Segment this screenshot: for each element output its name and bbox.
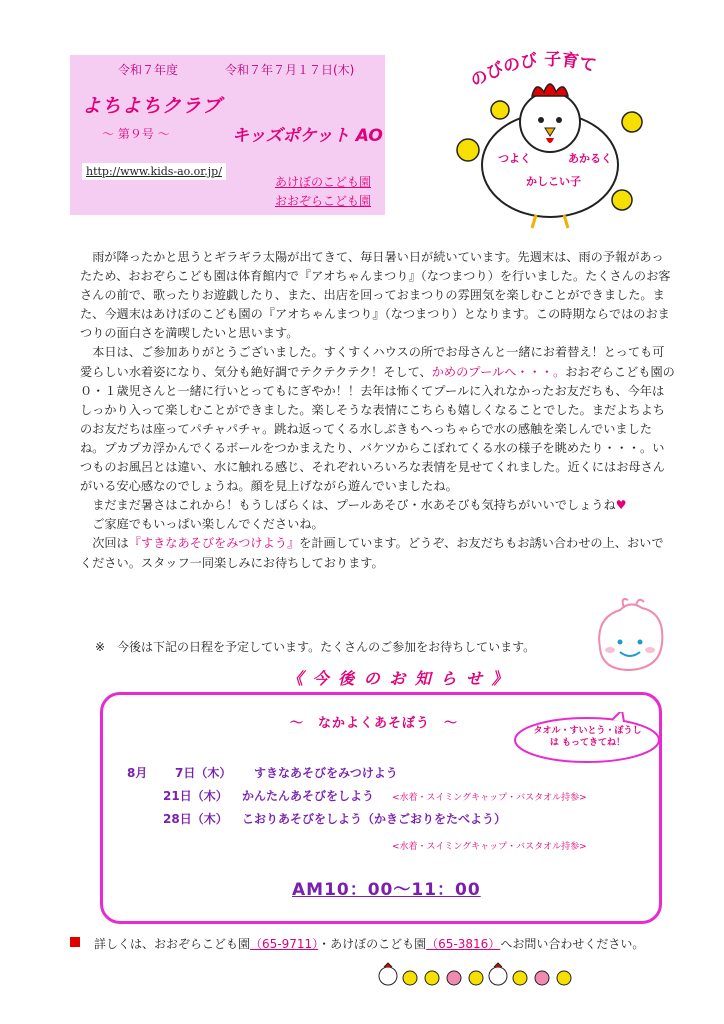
school-link-oozora[interactable]: おおぞらこども園 bbox=[275, 194, 372, 208]
paragraph-next: 次回は『すきなあそびをみつけよう』を計画しています。どうぞ、お友だちもお誘い合わせの上、おいでください。スタッフ一同楽しみにお待ちしております。 bbox=[80, 536, 664, 570]
event-items-note: <水着・スイミングキャップ・バスタオル持参> bbox=[392, 793, 587, 803]
slogan-arc-text: のびのび 子育て bbox=[467, 50, 599, 92]
phone-oozora[interactable]: （65-9711） bbox=[250, 937, 319, 951]
schedule-note: ※ 今後は下記の日程を予定しています。たくさんのご参加をお待ちしています。 bbox=[95, 640, 536, 654]
event-items-note: <水着・スイミングキャップ・バスタオル持参> bbox=[392, 842, 587, 852]
club-title: よちよちクラブ bbox=[82, 95, 223, 117]
slogan-word-bright: あかるく bbox=[568, 152, 612, 165]
chicken-comb bbox=[532, 84, 568, 96]
school-link-akebono[interactable]: あけぼのこども園 bbox=[275, 175, 372, 189]
event-title: こおりあそびをしよう（かきごおりをたべよう） bbox=[242, 812, 507, 826]
phone-akebono[interactable]: （65-3816） bbox=[426, 937, 501, 951]
pool-highlight: かめのプールへ・・・。 bbox=[431, 364, 566, 379]
event-date: 21日（木） bbox=[163, 789, 228, 803]
brand-name: キッズポケット AO bbox=[232, 126, 383, 146]
chicken-mascot-illustration bbox=[440, 50, 660, 230]
chick-left bbox=[457, 139, 479, 161]
chick-right-bottom bbox=[612, 190, 632, 210]
paragraph-festival: 雨が降ったかと思うとギラギラ太陽が出てきて、毎日暑い日が続いています。先週末は、雨の予報があったため、おおぞらこども園は体育館内で『アオちゃんまつり』（なつまつり）を行いました。たくさんのお客さんの前で、歌ったりお遊戯したり、また、出店を回っておまつりの雰囲気を楽しむことができました。また、今週末はあけぼのこども園の『アオちゃんまつり』（なつまつり）となります。この時期ならではのおまつりの面白さを満喫したいと思います。 bbox=[80, 250, 671, 341]
issue-date: 令和７年７月１７日(木) bbox=[225, 63, 355, 77]
slogan-word-strong: つよく bbox=[498, 152, 531, 165]
contact-line: 詳しくは、おおぞらこども園（65-9711）・あけぼのこども園（65-3816）へお問い合わせください。 bbox=[94, 937, 645, 951]
next-event-highlight: 『すきなあそびをみつけよう』 bbox=[128, 536, 300, 551]
chick-right-top bbox=[622, 112, 642, 132]
square-bullet-icon bbox=[70, 937, 80, 947]
smiling-face-icon bbox=[590, 598, 670, 678]
event-time: AM10：00～11：00 bbox=[292, 880, 481, 900]
issue-number: ～ 第９号 ～ bbox=[102, 127, 170, 141]
header-box bbox=[70, 55, 385, 215]
event-date: 7日（木） bbox=[175, 766, 232, 780]
notice-title: 《 今 後 の お 知 ら せ 》 bbox=[287, 669, 510, 688]
notice-subtitle: ～ なかよくあそぼう ～ bbox=[290, 716, 459, 731]
fiscal-year: 令和７年度 bbox=[118, 63, 179, 77]
paragraph-pool: 本日は、ご参加ありがとうございました。すくすくハウスの所でお母さんと一緒にお着替え！とっても可愛らしい水着姿になり、気分も絶好調でテクテクテク！そして、かめのプールへ・・・。おおぞらこども園の０・１歳児さんと一緒に行いとってもにぎやか！！去年は怖くてプールに入れなかったお友だちも、今年はしっかり入って楽しむことができました。楽しそうな表情にこちらも嬉しくなることでした。まだよちよちのお友だちは座ってパチャパチャ。跳ね返ってくる水しぶきもへっちゃらで水の感触を楽しんでいましたね。プカプカ浮かんでくるボールをつかまえたり、バケツからこぼれてくる水の様子を眺めたり・・・。いつものお風呂とは違い、水に触れる感じ、それぞれいろいろな表情を見せてくれました。近くにはお母さんがいる安心感なのでしょうね。顔を見上げながら遊んでいましたね。 bbox=[80, 345, 675, 494]
slogan-word-smart: かしこい子 bbox=[526, 175, 581, 188]
bubble-reminder-text: タオル・すいとう・ぼうしは もってきてね！ bbox=[533, 726, 642, 748]
event-month: 8月 bbox=[127, 766, 148, 780]
newsletter-body bbox=[80, 248, 675, 573]
paragraph-summer: まだまだ暑さはこれから！もうしばらくは、プールあそび・水あそびも気持ちがいいでしょうね♥ bbox=[92, 498, 627, 513]
event-title: かんたんあそびをしよう bbox=[242, 789, 375, 803]
website-link[interactable]: http://www.kids-ao.or.jp/ bbox=[82, 163, 226, 180]
event-title: すきなあそびをみつけよう bbox=[254, 766, 398, 780]
heart-icon: ♥ bbox=[615, 498, 627, 513]
chicks-decoration-icon bbox=[376, 960, 586, 990]
paragraph-home: ご家庭でもいっぱい楽しんでくださいね。 bbox=[92, 517, 324, 532]
chick-left-top bbox=[491, 101, 509, 119]
event-date: 28日（木） bbox=[163, 812, 228, 826]
